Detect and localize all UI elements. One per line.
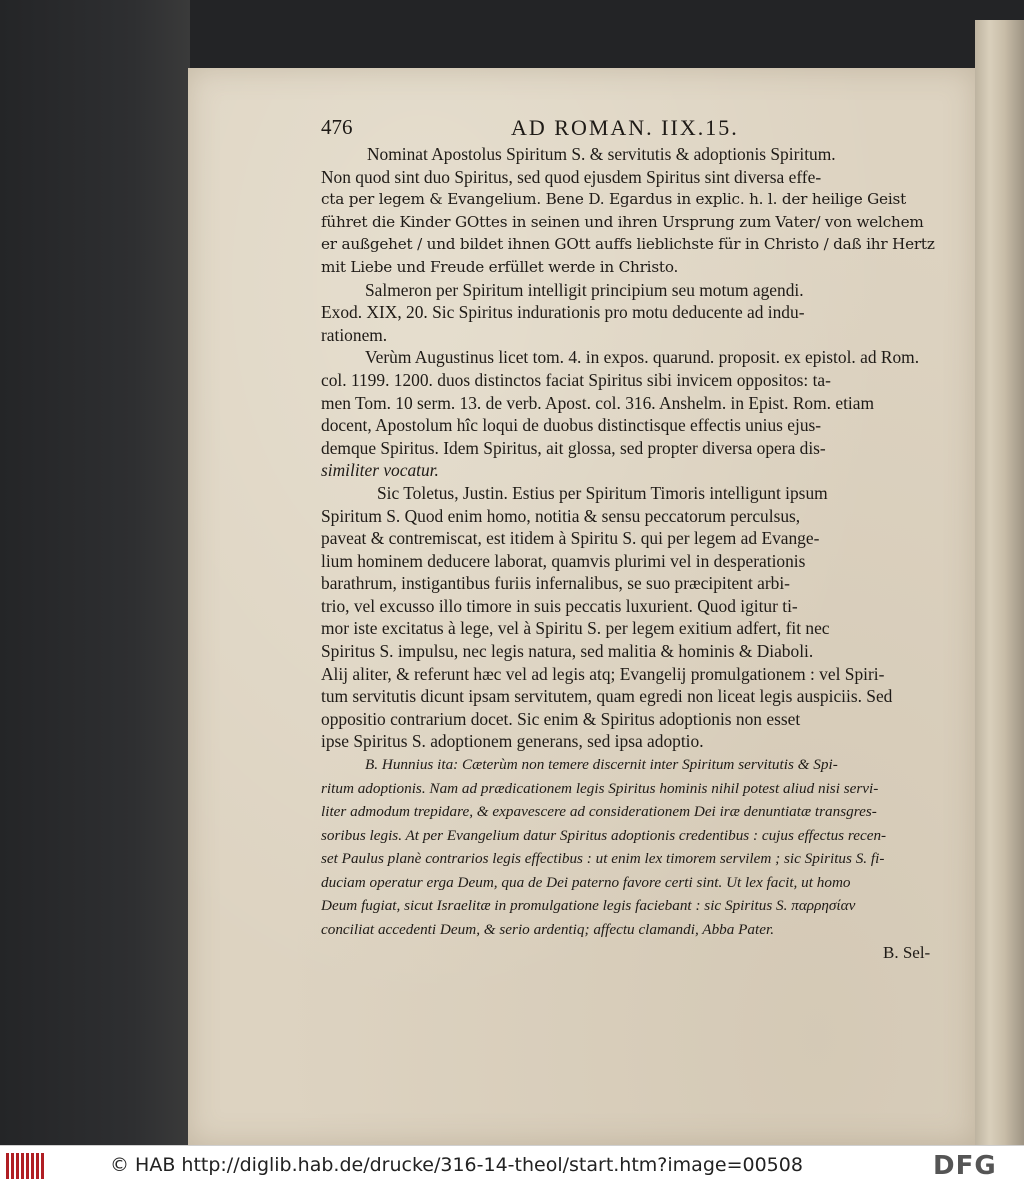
text-line: soribus legis. At per Evangelium datur Spiritus adoptionis credentibus : cujus effectus recen-	[321, 826, 887, 844]
book-page	[188, 68, 975, 1145]
text-line: trio, vel excusso illo timore in suis peccatis luxurient. Quod igitur ti-	[321, 595, 798, 616]
catchword: B. Sel-	[883, 943, 931, 962]
text-line: Spiritum S. Quod enim homo, notitia & sensu peccatorum perculsus,	[321, 505, 801, 526]
text-line: mor iste excitatus à lege, vel à Spiritu S. per legem exitium adfert, fit nec	[321, 618, 830, 639]
text-line: rationem.	[321, 324, 388, 345]
copyright-url[interactable]: © HAB http://diglib.hab.de/drucke/316-14-theol/start.htm?image=00508	[110, 1154, 803, 1176]
scan-background-left	[0, 0, 190, 1145]
text-line: demque Spiritus. Idem Spiritus, ait glossa, sed propter diversa opera dis-	[321, 437, 826, 458]
text-line: tum servitutis dicunt ipsam servitutem, quam egredi non liceat legis auspiciis. Sed	[321, 686, 893, 707]
text-line: Salmeron per Spiritum intelligit principium seu motum agendi.	[365, 279, 804, 300]
page-number: 476	[321, 115, 353, 139]
viewer-footer	[0, 1145, 1024, 1186]
text-line: Sic Toletus, Justin. Estius per Spiritum Timoris intelligunt ipsum	[377, 482, 828, 503]
text-line: B. Hunnius ita: Cæterùm non temere discernit inter Spiritum servitutis & Spi-	[365, 756, 838, 774]
dfg-logo[interactable]: DFG	[933, 1151, 997, 1181]
text-line: Spiritus S. impulsu, nec legis natura, sed malitia & hominis & Diaboli.	[321, 641, 814, 662]
text-line: oppositio contrarium docet. Sic enim & Spiritus adoptionis non esset	[321, 708, 801, 729]
text-line: Deum fugiat, sicut Israelitæ in promulgatione legis faciebant : sic Spiritus S. παρρησίαν	[321, 897, 856, 915]
text-line: paveat & contremiscat, est itidem à Spiritu S. qui per legem ad Evange-	[321, 528, 820, 549]
hab-logo-icon[interactable]	[6, 1153, 46, 1179]
page-body	[321, 143, 951, 941]
text-line: Exod. XIX, 20. Sic Spiritus indurationis pro motu deducente ad indu-	[321, 302, 805, 323]
text-line: similiter vocatur.	[321, 460, 439, 481]
text-line: Nominat Apostolus Spiritum S. & servitutis & adoptionis Spiritum.	[367, 144, 836, 164]
text-line: docent, Apostolum hîc loqui de duobus distinctisque effectis unius ejus-	[321, 415, 822, 436]
text-line: liter admodum trepidare, & expavescere ad considerationem Dei iræ denuntiatæ transgres-	[321, 803, 877, 821]
text-line: set Paulus planè contrarios legis effectibus : ut enim lex timorem servilem ; sic Spiritus S. fi-	[321, 850, 885, 868]
text-line: ritum adoptionis. Nam ad prædicationem legis Spiritus hominis nihil potest aliud nisi servi-	[321, 779, 879, 797]
running-title: AD ROMAN. IIX.15.	[511, 115, 739, 140]
text-line: lium hominem deducere laborat, quamvis plurimi vel in desperationis	[321, 550, 806, 571]
text-line: ipse Spiritus S. adoptionem generans, sed ipsa adoptio.	[321, 731, 704, 752]
page-header	[321, 115, 921, 145]
text-line: er außgehet / und bildet ihnen GOtt auffs lieblichste für in Christo / daß ihr Hertz	[321, 235, 935, 254]
text-line: cta per legem & Evangelium. Bene D. Egardus in explic. h. l. der heilige Geist	[321, 190, 906, 209]
text-line: Alij aliter, & referunt hæc vel ad legis atq; Evangelij promulgationem : vel Spiri-	[321, 663, 885, 684]
text-line: führet die Kinder GOttes in seinen und ihren Ursprung zum Vater/ von welchem	[321, 212, 924, 231]
text-line: conciliat accedenti Deum, & serio ardentiq; affectu clamandi, Abba Pater.	[321, 920, 774, 938]
text-line: Verùm Augustinus licet tom. 4. in expos. quarund. proposit. ex epistol. ad Rom.	[365, 347, 920, 368]
text-line: duciam operatur erga Deum, qua de Dei paterno favore certi sint. Ut lex facit, ut homo	[321, 873, 851, 891]
text-line: men Tom. 10 serm. 13. de verb. Apost. col. 316. Anshelm. in Epist. Rom. etiam	[321, 392, 874, 413]
text-line: Non quod sint duo Spiritus, sed quod ejusdem Spiritus sint diversa effe-	[321, 166, 822, 187]
text-line: mit Liebe und Freude erfüllet werde in Christo.	[321, 257, 679, 276]
text-line: col. 1199. 1200. duos distinctos faciat Spiritus sibi invicem oppositos: ta-	[321, 369, 831, 390]
text-line: barathrum, instigantibus furiis infernalibus, se suo præcipitent arbi-	[321, 573, 790, 594]
book-page-edges	[975, 20, 1024, 1145]
